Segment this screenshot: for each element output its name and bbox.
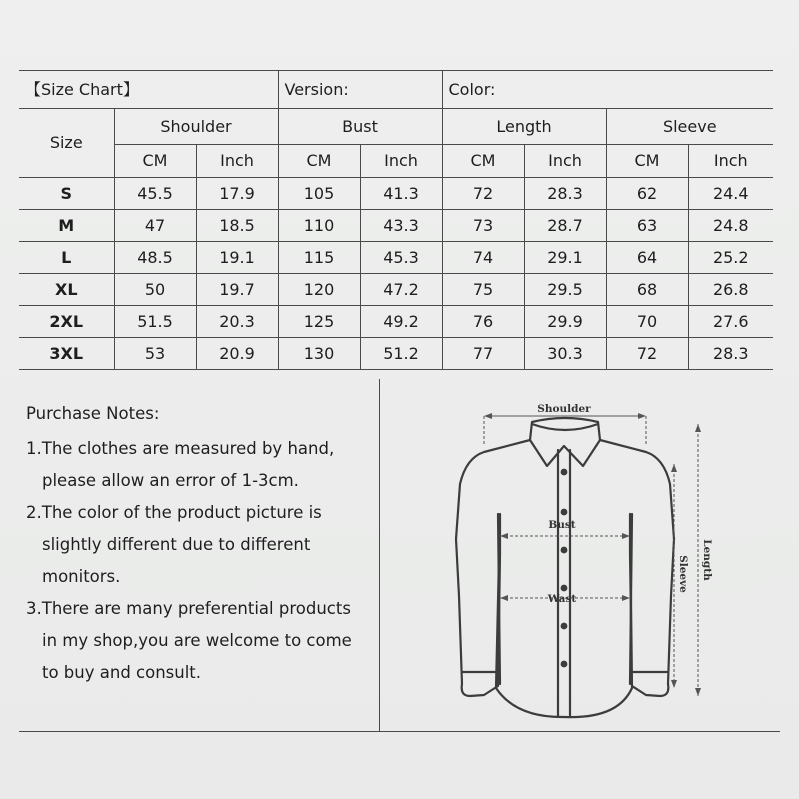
unit-cm: CM: [114, 145, 196, 178]
value-cell: 26.8: [688, 274, 773, 306]
length-group-header: Length: [442, 109, 606, 145]
note-item: [26, 593, 371, 689]
value-cell: 125: [278, 306, 360, 338]
value-cell: 18.5: [196, 210, 278, 242]
value-cell: 17.9: [196, 178, 278, 210]
value-cell: 30.3: [524, 338, 606, 370]
unit-inch: Inch: [196, 145, 278, 178]
value-cell: 120: [278, 274, 360, 306]
table-row: [19, 338, 773, 370]
note-line: 1.The clothes are measured by hand,: [26, 439, 335, 458]
value-cell: 110: [278, 210, 360, 242]
note-line: monitors.: [42, 567, 121, 586]
waist-label: Wast: [547, 593, 577, 605]
measurement-group-row: [19, 109, 773, 145]
value-cell: 29.9: [524, 306, 606, 338]
value-cell: 29.5: [524, 274, 606, 306]
value-cell: 50: [114, 274, 196, 306]
value-cell: 20.3: [196, 306, 278, 338]
value-cell: 70: [606, 306, 688, 338]
value-cell: 19.1: [196, 242, 278, 274]
value-cell: 51.2: [360, 338, 442, 370]
note-line: 2.The color of the product picture is: [26, 503, 322, 522]
sleeve-group-header: Sleeve: [606, 109, 773, 145]
size-chart-title: 【Size Chart】: [19, 71, 278, 109]
value-cell: 68: [606, 274, 688, 306]
color-label: Color:: [442, 71, 773, 109]
value-cell: 53: [114, 338, 196, 370]
bust-label: Bust: [548, 519, 576, 531]
table-header-row: [19, 71, 773, 109]
unit-cm: CM: [606, 145, 688, 178]
value-cell: 75: [442, 274, 524, 306]
purchase-notes-title: Purchase Notes:: [26, 404, 160, 423]
unit-inch: Inch: [360, 145, 442, 178]
table-row: [19, 242, 773, 274]
value-cell: 24.8: [688, 210, 773, 242]
value-cell: 51.5: [114, 306, 196, 338]
unit-row: [19, 145, 773, 178]
table-row: [19, 210, 773, 242]
value-cell: 41.3: [360, 178, 442, 210]
value-cell: 43.3: [360, 210, 442, 242]
unit-cm: CM: [442, 145, 524, 178]
bust-group-header: Bust: [278, 109, 442, 145]
table-row: [19, 274, 773, 306]
value-cell: 72: [606, 338, 688, 370]
size-cell: L: [19, 242, 114, 274]
unit-inch: Inch: [688, 145, 773, 178]
value-cell: 28.3: [524, 178, 606, 210]
value-cell: 19.7: [196, 274, 278, 306]
version-label: Version:: [278, 71, 442, 109]
shoulder-label: Shoulder: [537, 403, 591, 415]
value-cell: 45.3: [360, 242, 442, 274]
value-cell: 130: [278, 338, 360, 370]
value-cell: 20.9: [196, 338, 278, 370]
value-cell: 47: [114, 210, 196, 242]
unit-cm: CM: [278, 145, 360, 178]
note-line: to buy and consult.: [42, 663, 202, 682]
value-cell: 48.5: [114, 242, 196, 274]
shirt-outline-icon: [456, 418, 674, 717]
size-cell: XL: [19, 274, 114, 306]
value-cell: 77: [442, 338, 524, 370]
size-cell: S: [19, 178, 114, 210]
value-cell: 25.2: [688, 242, 773, 274]
value-cell: 28.3: [688, 338, 773, 370]
note-item: [26, 433, 371, 497]
value-cell: 115: [278, 242, 360, 274]
value-cell: 73: [442, 210, 524, 242]
value-cell: 24.4: [688, 178, 773, 210]
size-chart-table: [19, 70, 773, 370]
value-cell: 49.2: [360, 306, 442, 338]
length-label: Length: [701, 539, 713, 581]
note-line: slightly different due to different: [42, 535, 311, 554]
value-cell: 45.5: [114, 178, 196, 210]
note-line: 3.There are many preferential products: [26, 599, 351, 618]
value-cell: 29.1: [524, 242, 606, 274]
button-icons: [561, 469, 568, 668]
value-cell: 74: [442, 242, 524, 274]
measurement-guides: [484, 416, 698, 696]
shirt-measurement-diagram: [380, 384, 799, 732]
size-cell: M: [19, 210, 114, 242]
sleeve-label: Sleeve: [677, 555, 689, 593]
value-cell: 64: [606, 242, 688, 274]
shoulder-group-header: Shoulder: [114, 109, 278, 145]
table-row: [19, 306, 773, 338]
table-row: [19, 178, 773, 210]
size-cell: 2XL: [19, 306, 114, 338]
value-cell: 47.2: [360, 274, 442, 306]
note-item: [26, 497, 371, 593]
size-cell: 3XL: [19, 338, 114, 370]
value-cell: 76: [442, 306, 524, 338]
note-line: please allow an error of 1-3cm.: [42, 471, 299, 490]
value-cell: 27.6: [688, 306, 773, 338]
note-line: in my shop,you are welcome to come: [42, 631, 352, 650]
value-cell: 72: [442, 178, 524, 210]
size-column-header: Size: [19, 109, 114, 178]
value-cell: 62: [606, 178, 688, 210]
value-cell: 105: [278, 178, 360, 210]
unit-inch: Inch: [524, 145, 606, 178]
value-cell: 28.7: [524, 210, 606, 242]
purchase-notes: [26, 404, 371, 689]
value-cell: 63: [606, 210, 688, 242]
